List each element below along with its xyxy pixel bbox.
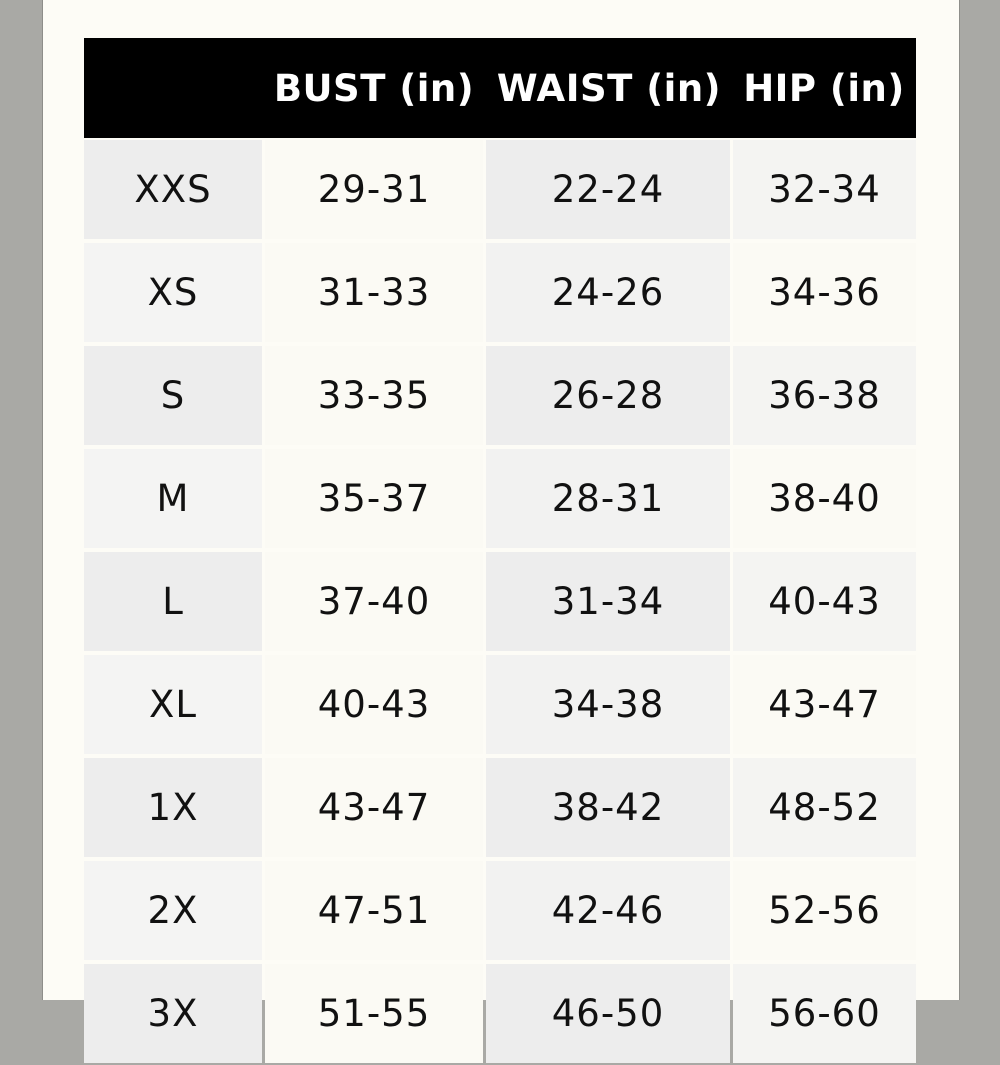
size-chart-table: [84, 38, 916, 1065]
bust-cell: 47-51: [265, 861, 483, 960]
header-bust: BUST (in): [273, 66, 475, 110]
hip-cell: 52-56: [733, 861, 916, 960]
table-row: [84, 756, 916, 859]
waist-cell: 24-26: [486, 243, 730, 342]
header-hip: HIP (in): [743, 66, 905, 110]
hip-cell: 48-52: [733, 758, 916, 857]
table-header-row: [84, 38, 916, 138]
table-row: [84, 138, 916, 241]
size-cell: L: [84, 552, 262, 651]
hip-cell: 36-38: [733, 346, 916, 445]
size-cell: M: [84, 449, 262, 548]
size-cell: XXS: [84, 140, 262, 239]
hip-cell: 38-40: [733, 449, 916, 548]
size-cell: XS: [84, 243, 262, 342]
table-row: [84, 653, 916, 756]
waist-cell: 42-46: [486, 861, 730, 960]
bust-cell: 35-37: [265, 449, 483, 548]
header-size: [84, 38, 264, 138]
bust-cell: 43-47: [265, 758, 483, 857]
hip-cell: 40-43: [733, 552, 916, 651]
header-waist: WAIST (in): [496, 66, 722, 110]
hip-cell: 56-60: [733, 964, 916, 1063]
bust-cell: 31-33: [265, 243, 483, 342]
table-row: [84, 550, 916, 653]
hip-cell: 43-47: [733, 655, 916, 754]
hip-cell: 34-36: [733, 243, 916, 342]
bust-cell: 40-43: [265, 655, 483, 754]
bust-cell: 29-31: [265, 140, 483, 239]
size-cell: 3X: [84, 964, 262, 1063]
size-chart-page: [42, 0, 960, 1035]
bust-cell: 51-55: [265, 964, 483, 1063]
hip-cell: 32-34: [733, 140, 916, 239]
table-row: [84, 344, 916, 447]
bust-cell: 33-35: [265, 346, 483, 445]
waist-cell: 22-24: [486, 140, 730, 239]
size-cell: 1X: [84, 758, 262, 857]
bust-cell: 37-40: [265, 552, 483, 651]
table-row: [84, 241, 916, 344]
size-cell: S: [84, 346, 262, 445]
table-row: [84, 859, 916, 962]
waist-cell: 46-50: [486, 964, 730, 1063]
waist-cell: 26-28: [486, 346, 730, 445]
waist-cell: 34-38: [486, 655, 730, 754]
size-cell: XL: [84, 655, 262, 754]
waist-cell: 38-42: [486, 758, 730, 857]
waist-cell: 28-31: [486, 449, 730, 548]
table-row: [84, 962, 916, 1065]
waist-cell: 31-34: [486, 552, 730, 651]
size-cell: 2X: [84, 861, 262, 960]
table-row: [84, 447, 916, 550]
